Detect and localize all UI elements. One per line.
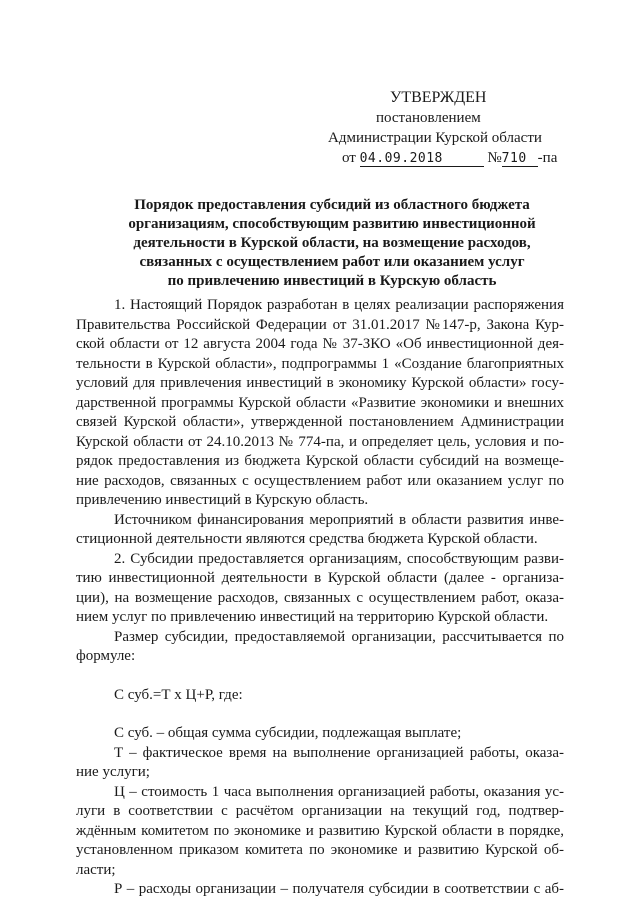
date-prefix: от bbox=[342, 150, 356, 166]
text-line: луги в соответствии с расчётом организации на текущий год, подтвер- bbox=[76, 803, 564, 819]
text-line: Т – фактическое время на выполнение организацией работы, оказа- bbox=[114, 744, 564, 761]
text-line: тельности в Курской области», подпрограммы 1 «Создание благоприятных bbox=[76, 355, 564, 372]
approved-heading: УТВЕРЖДЕН bbox=[390, 89, 487, 106]
text-line: ние расходов, связанных с осуществлением работ или оказанием услуг по bbox=[76, 472, 564, 489]
text-line: Источником финансирования мероприятий в области развития инве- bbox=[114, 511, 564, 528]
paragraph bbox=[76, 511, 564, 550]
text-line: связей Курской области», утвержденной постановлением Администрации bbox=[76, 414, 564, 430]
paragraph bbox=[76, 296, 564, 511]
text-line: С суб. – общая сумма субсидии, подлежащая выплате; bbox=[114, 725, 462, 741]
date-underline bbox=[360, 151, 484, 167]
text-line: условий для привлечения инвестиций в экономику Курской области» госу- bbox=[76, 375, 564, 391]
text-line: Правительства Российской Федерации от 31.01.2017 №147-р, Закона Кур- bbox=[76, 316, 564, 333]
paragraph bbox=[76, 744, 564, 783]
paragraph bbox=[76, 628, 564, 667]
text-line: 1. Настоящий Порядок разработан в целях реализации распоряжения bbox=[114, 297, 564, 313]
blank-line bbox=[76, 705, 564, 724]
paragraph bbox=[76, 880, 564, 900]
number-prefix: № bbox=[487, 150, 502, 166]
text-line: привлечению инвестиций в Курскую область. bbox=[76, 492, 369, 508]
document-body bbox=[76, 296, 564, 900]
resolution-date: 04.09.2018 bbox=[359, 151, 443, 166]
text-line: ласти; bbox=[76, 861, 116, 878]
resolution-date-number bbox=[300, 148, 600, 168]
text-line: Ц – стоимость 1 часа выполнения организацией работы, оказания ус- bbox=[114, 783, 564, 800]
paragraph bbox=[76, 783, 564, 881]
paragraph bbox=[76, 686, 564, 706]
resolution-number: 710 bbox=[501, 151, 527, 166]
text-line: ждённым комитетом по экономике и развитию Курской области в порядке, bbox=[76, 822, 564, 839]
title-line: по привлечению инвестиций в Курскую область bbox=[167, 273, 497, 289]
text-line: дарственной программы Курской области «Развитие экономики и внешних bbox=[76, 394, 564, 411]
text-line: формуле: bbox=[76, 648, 136, 664]
title-line: связанных с осуществлением работ или оказанием услуг bbox=[139, 254, 525, 270]
approval-stamp bbox=[300, 88, 600, 168]
blank-line bbox=[76, 667, 564, 686]
approving-authority: Администрации Курской области bbox=[328, 130, 542, 146]
text-line: стиционной деятельности являются средства бюджета Курской области. bbox=[76, 531, 538, 547]
title-line: организациям, способствующим развитию инвестиционной bbox=[128, 216, 536, 232]
paragraph bbox=[76, 724, 564, 744]
text-line: ской области от 12 августа 2004 года № 37-ЗКО «Об инвестиционной дея- bbox=[76, 336, 564, 352]
text-line: тию инвестиционной деятельности в Курской области (далее - организа- bbox=[76, 570, 564, 586]
text-line: Курской области от 24.10.2013 № 774-па, и определяет цель, условия и по- bbox=[76, 433, 564, 450]
document-title bbox=[100, 196, 564, 291]
text-line: ние услуги; bbox=[76, 764, 150, 780]
text-line: 2. Субсидии предоставляется организациям, способствующим разви- bbox=[114, 550, 564, 567]
text-line: С суб.=Т х Ц+Р, где: bbox=[114, 686, 243, 703]
title-line: Порядок предоставления субсидий из областного бюджета bbox=[134, 197, 530, 213]
text-line: ции), на возмещение расходов, связанных с осуществлением работ, оказа- bbox=[76, 589, 564, 606]
paragraph bbox=[76, 550, 564, 628]
approved-by-resolution: постановлением bbox=[376, 110, 481, 126]
text-line: Размер субсидии, предоставляемой организации, рассчитывается по bbox=[114, 628, 564, 645]
number-underline bbox=[502, 151, 538, 167]
text-line: рядок предоставления из бюджета Курской области субсидий на возмеще- bbox=[76, 453, 564, 469]
text-line: нием услуг по привлечению инвестиций на территорию Курской области. bbox=[76, 609, 549, 625]
text-line: Р – расходы организации – получателя субсидии в соответствии с аб- bbox=[114, 881, 564, 897]
title-line: деятельности в Курской области, на возмещение расходов, bbox=[133, 235, 531, 251]
number-suffix: -па bbox=[537, 150, 558, 166]
text-line: установленном приказом комитета по экономике и развитию Курской об- bbox=[76, 842, 564, 858]
